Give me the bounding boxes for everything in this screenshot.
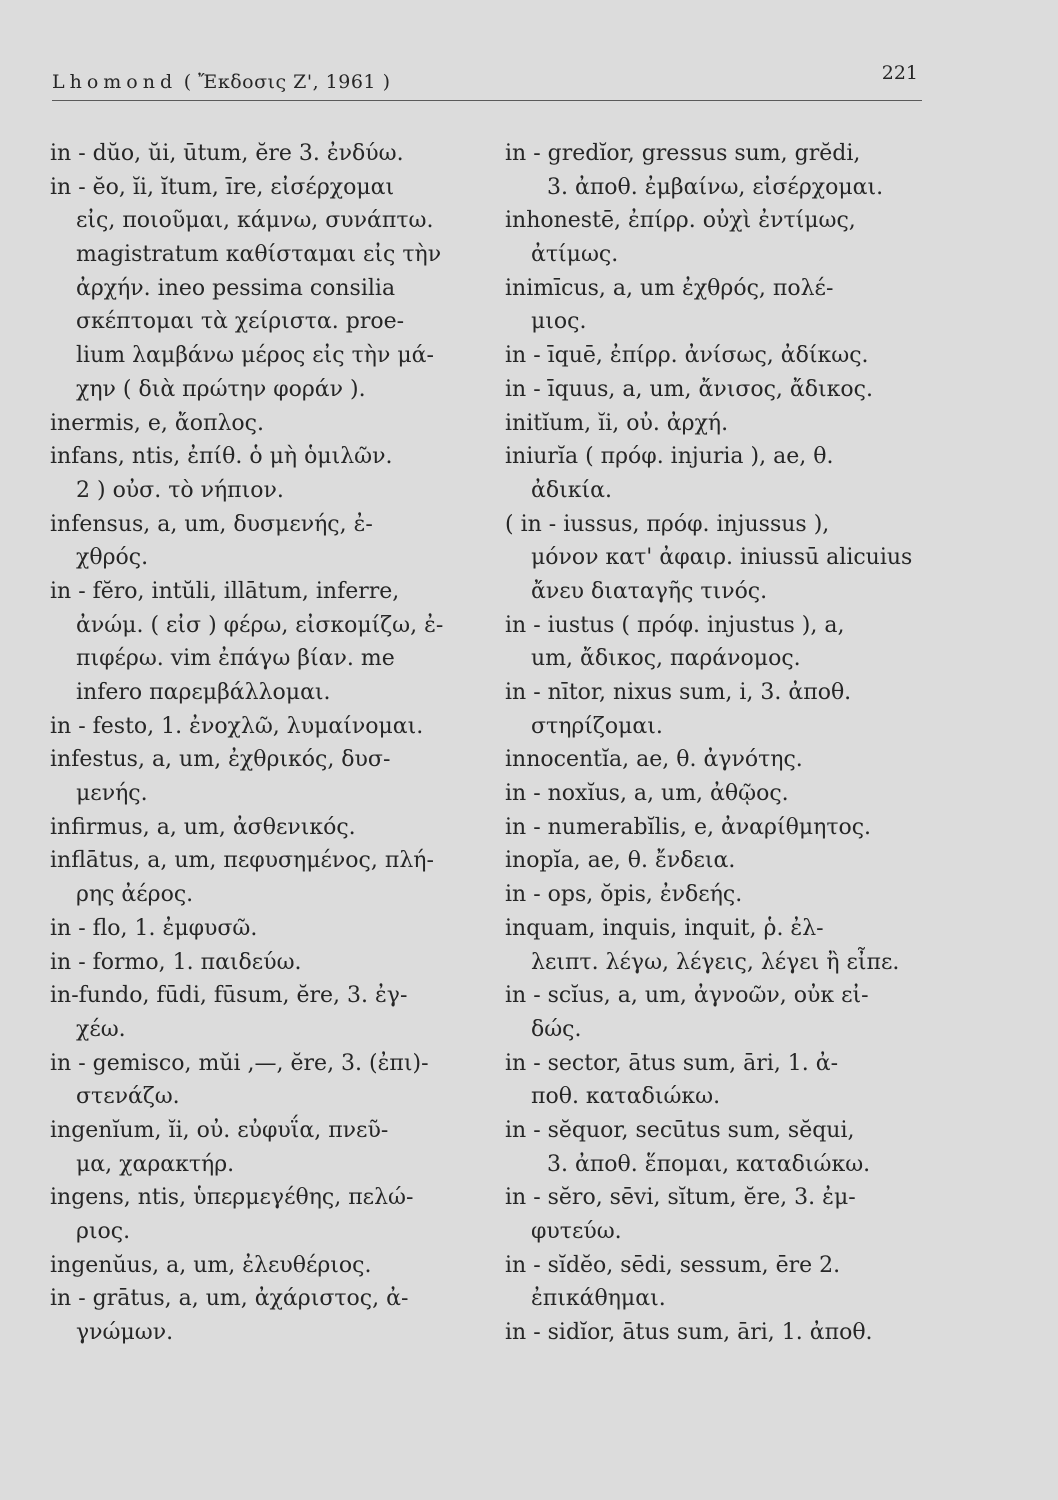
entry-line: ριος. — [76, 1219, 131, 1244]
entry-line: in - ops, ŏpis, ἐνδεής. — [505, 882, 743, 908]
entry-line: infirmus, a, um, ἀσθενικός. — [50, 814, 356, 840]
header-author: Lhomond — [52, 71, 178, 93]
entry-line: in - sĕro, sēvi, sĭtum, ĕre, 3. ἐμ- — [505, 1185, 856, 1211]
entry-line: magistratum καθίσταμαι εἰς τὴν — [76, 242, 442, 268]
entry-line: in - īquē, ἐπίρρ. ἀνίσως, ἀδίκως. — [505, 343, 869, 369]
entry-line: ἀτίμως. — [531, 242, 619, 268]
entry-line: infans, ntis, ἐπίθ. ὁ μὴ ὁμιλῶν. — [50, 444, 393, 470]
entry-line: inermis, e, ἄοπλος. — [50, 410, 264, 436]
entry-line: infensus, a, um, δυσμενής, ἐ- — [50, 511, 373, 537]
entry-line: ποθ. καταδιώκω. — [531, 1084, 721, 1110]
entry-line: um, ἄδικος, παράνομος. — [531, 646, 801, 672]
entry-line: ἀδικία. — [531, 477, 612, 503]
entry-line: in - gemisco, mŭi ,—, ĕre, 3. (ἐπι)- — [50, 1050, 429, 1076]
entry-line: infestus, a, um, ἐχθρικός, δυσ- — [50, 747, 391, 773]
entry-line: ἀρχήν. ineo pessima consilia — [76, 275, 396, 301]
entry-line: inquam, inquis, inquit, ῥ. ἐλ- — [505, 915, 824, 941]
entry-line: ἄνευ διαταγῆς τινός. — [531, 578, 768, 604]
entry-line: in - festo, 1. ἐνοχλῶ, λυμαίνομαι. — [50, 713, 424, 739]
entry-line: in - noxĭus, a, um, ἀθῷος. — [505, 781, 789, 807]
entry-line: ingenŭus, a, um, ἐλευθέριος. — [50, 1252, 372, 1278]
entry-line: φυτεύω. — [531, 1219, 622, 1244]
entry-line: ἀνώμ. ( εἰσ ) φέρω, εἰσκομίζω, ἐ- — [76, 612, 444, 638]
entry-line: ingenĭum, ĭi, οὐ. εὐφυΐα, πνεῦ- — [50, 1117, 389, 1143]
entry-line: 3. ἀποθ. ἕπομαι, καταδιώκω. — [547, 1151, 871, 1177]
entry-line: ρης ἀέρος. — [76, 882, 194, 908]
header-edition: ( Ἔκδοσις Ζ', 1961 ) — [183, 71, 391, 93]
entry-line: in - numerabĭlis, e, ἀναρίθμητος. — [505, 814, 872, 840]
entry-line: μιος. — [531, 309, 587, 335]
entry-line: inopĭa, ae, θ. ἔνδεια. — [505, 848, 736, 874]
entry-line: λειπτ. λέγω, λέγεις, λέγει ἢ εἶπε. — [531, 949, 900, 975]
entry-line: in - scĭus, a, um, ἀγνοῶν, οὐκ εἰ- — [505, 983, 869, 1009]
entry-line: in - fĕro, intŭli, illātum, inferre, — [50, 578, 400, 604]
entry-line: in - iustus ( πρόφ. injustus ), a, — [505, 612, 845, 638]
entry-line: ( in - iussus, πρόφ. injussus ), — [505, 511, 830, 537]
entry-line: inflātus, a, um, πεφυσημένος, πλή- — [50, 848, 434, 874]
right-column — [505, 137, 953, 1350]
entry-line: χθρός. — [76, 545, 149, 571]
entry-line: in - sĕquor, secūtus sum, sĕqui, — [505, 1117, 855, 1143]
running-header — [52, 60, 922, 101]
entry-line: χην ( διὰ πρώτην φοράν ). — [76, 376, 366, 402]
entry-line: in - grātus, a, um, ἀχάριστος, ἀ- — [50, 1286, 409, 1312]
entry-line: in - flo, 1. ἐμφυσῶ. — [50, 915, 258, 941]
entry-line: in - īquus, a, um, ἄνισος, ἄδικος. — [505, 376, 873, 402]
entry-line: inimīcus, a, um ἐχθρός, πολέ- — [505, 275, 834, 301]
entry-line: στηρίζομαι. — [531, 713, 663, 739]
left-column — [50, 137, 482, 1350]
entry-line: in - formo, 1. παιδεύω. — [50, 949, 302, 975]
entry-line: μόνον κατ' ἀφαιρ. iniussū alicuius — [531, 545, 913, 571]
entry-line: in - gredĭor, gressus sum, grĕdi, — [505, 141, 861, 166]
entry-line: in - sĭdĕo, sēdi, sessum, ēre 2. — [505, 1252, 841, 1278]
entry-line: in - dŭo, ŭi, ūtum, ĕre 3. ἐνδύω. — [50, 141, 404, 166]
entry-line: lium λαμβάνω μέρος εἰς τὴν μά- — [76, 343, 434, 369]
entry-line: infero παρεμβάλλομαι. — [76, 680, 331, 705]
entry-line: μα, χαρακτήρ. — [76, 1151, 235, 1177]
page-number: 221 — [881, 62, 918, 84]
entry-line: στενάζω. — [76, 1084, 180, 1110]
entry-line: initĭum, ĭi, οὐ. ἀρχή. — [505, 410, 729, 436]
entry-line: πιφέρω. vim ἐπάγω βίαν. me — [76, 646, 395, 672]
entry-line: εἰς, ποιοῦμαι, κάμνω, συνάπτω. — [76, 208, 434, 234]
entry-line: in - ĕo, ĭi, ĭtum, īre, εἰσέρχομαι — [50, 174, 395, 200]
entry-line: in-fundo, fūdi, fūsum, ĕre, 3. ἐγ- — [50, 983, 408, 1009]
entry-line: 3. ἀποθ. ἐμβαίνω, εἰσέρχομαι. — [547, 174, 884, 200]
entry-line: 2 ) οὐσ. τὸ νήπιον. — [76, 477, 284, 503]
entry-line: iniurĭa ( πρόφ. injuria ), ae, θ. — [505, 444, 834, 470]
entry-line: inhonestē, ἐπίρρ. οὐχὶ ἐντίμως, — [505, 208, 856, 234]
entry-line: μενής. — [76, 781, 148, 807]
entry-line: ingens, ntis, ὑπερμεγέθης, πελώ- — [50, 1185, 414, 1211]
entry-line: innocentĭa, ae, θ. ἀγνότης. — [505, 747, 803, 773]
entry-line: in - sector, ātus sum, āri, 1. ἀ- — [505, 1050, 839, 1076]
entry-line: χέω. — [76, 1016, 126, 1042]
entry-line: in - sidĭor, ātus sum, āri, 1. ἀποθ. — [505, 1320, 873, 1346]
entry-line: δώς. — [531, 1016, 582, 1042]
entry-line: ἐπικάθημαι. — [531, 1286, 666, 1312]
entry-line: in - nītor, nixus sum, i, 3. ἀποθ. — [505, 680, 852, 705]
entry-line: σκέπτομαι τὰ χείριστα. proe- — [76, 309, 405, 335]
entry-line: γνώμων. — [76, 1320, 174, 1346]
